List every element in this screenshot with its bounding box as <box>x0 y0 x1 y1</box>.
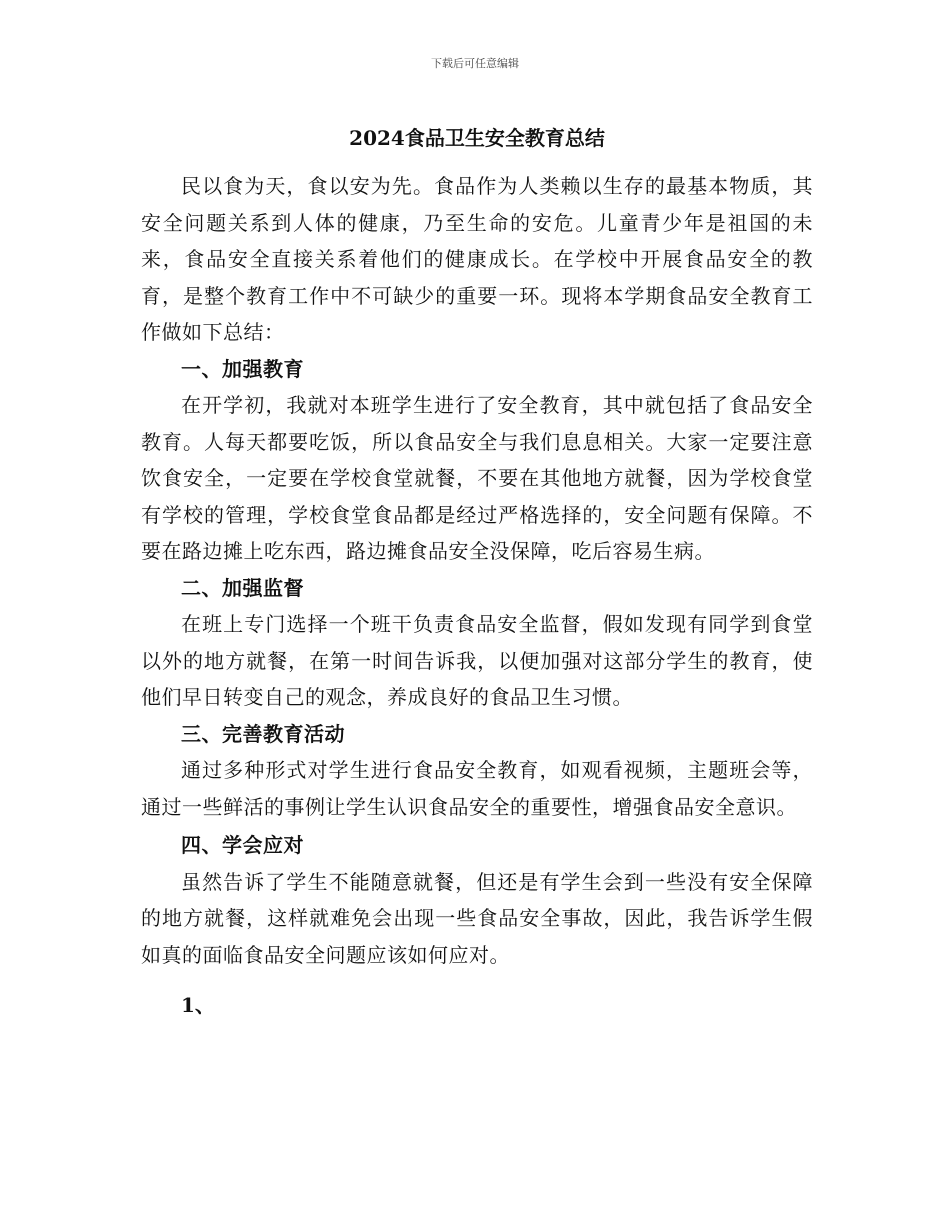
section-heading-1: 一、加强教育 <box>181 356 304 381</box>
header-note: 下载后可任意编辑 <box>431 57 519 70</box>
document-body <box>141 120 813 1024</box>
section-body-4: 虽然告诉了学生不能随意就餐，但还是有学生会到一些没有安全保障的地方就餐，这样就难免会出现一些食品安全事故，因此，我告诉学生假如真的面临食品安全问题应该如何应对。 <box>141 869 813 967</box>
section-heading-3: 三、完善教育活动 <box>181 721 345 746</box>
section-body-1: 在开学初，我就对本班学生进行了安全教育，其中就包括了食品安全教育。人每天都要吃饭，所以食品安全与我们息息相关。大家一定要注意饮食安全，一定要在学校食堂就餐，不要在其他地方就餐，因为学校食堂有学校的管理，学校食堂食品都是经过严格选择的，安全问题有保障。不要在路边摊上吃东西，路边摊食品安全没保障，吃后容易生病。 <box>141 393 813 563</box>
section-heading-2: 二、加强监督 <box>181 575 304 600</box>
section-heading-4: 四、学会应对 <box>181 833 304 857</box>
numbered-item-1: 1、 <box>181 993 215 1017</box>
document-title: 2024食品卫生安全教育总结 <box>349 126 605 150</box>
section-body-3: 通过多种形式对学生进行食品安全教育，如观看视频，主题班会等，通过一些鲜活的事例让学生认识食品安全的重要性，增强食品安全意识。 <box>141 758 813 819</box>
intro-paragraph: 民以食为天，食以安为先。食品作为人类赖以生存的最基本物质，其安全问题关系到人体的健康，乃至生命的安危。儿童青少年是祖国的未来，食品安全直接关系着他们的健康成长。在学校中开展食品安全的教育，是整个教育工作中不可缺少的重要一环。现将本学期食品安全教育工作做如下总结： <box>141 174 813 344</box>
section-body-2: 在班上专门选择一个班干负责食品安全监督，假如发现有同学到食堂以外的地方就餐，在第一时间告诉我，以便加强对这部分学生的教育，使他们早日转变自己的观念，养成良好的食品卫生习惯。 <box>141 612 813 709</box>
